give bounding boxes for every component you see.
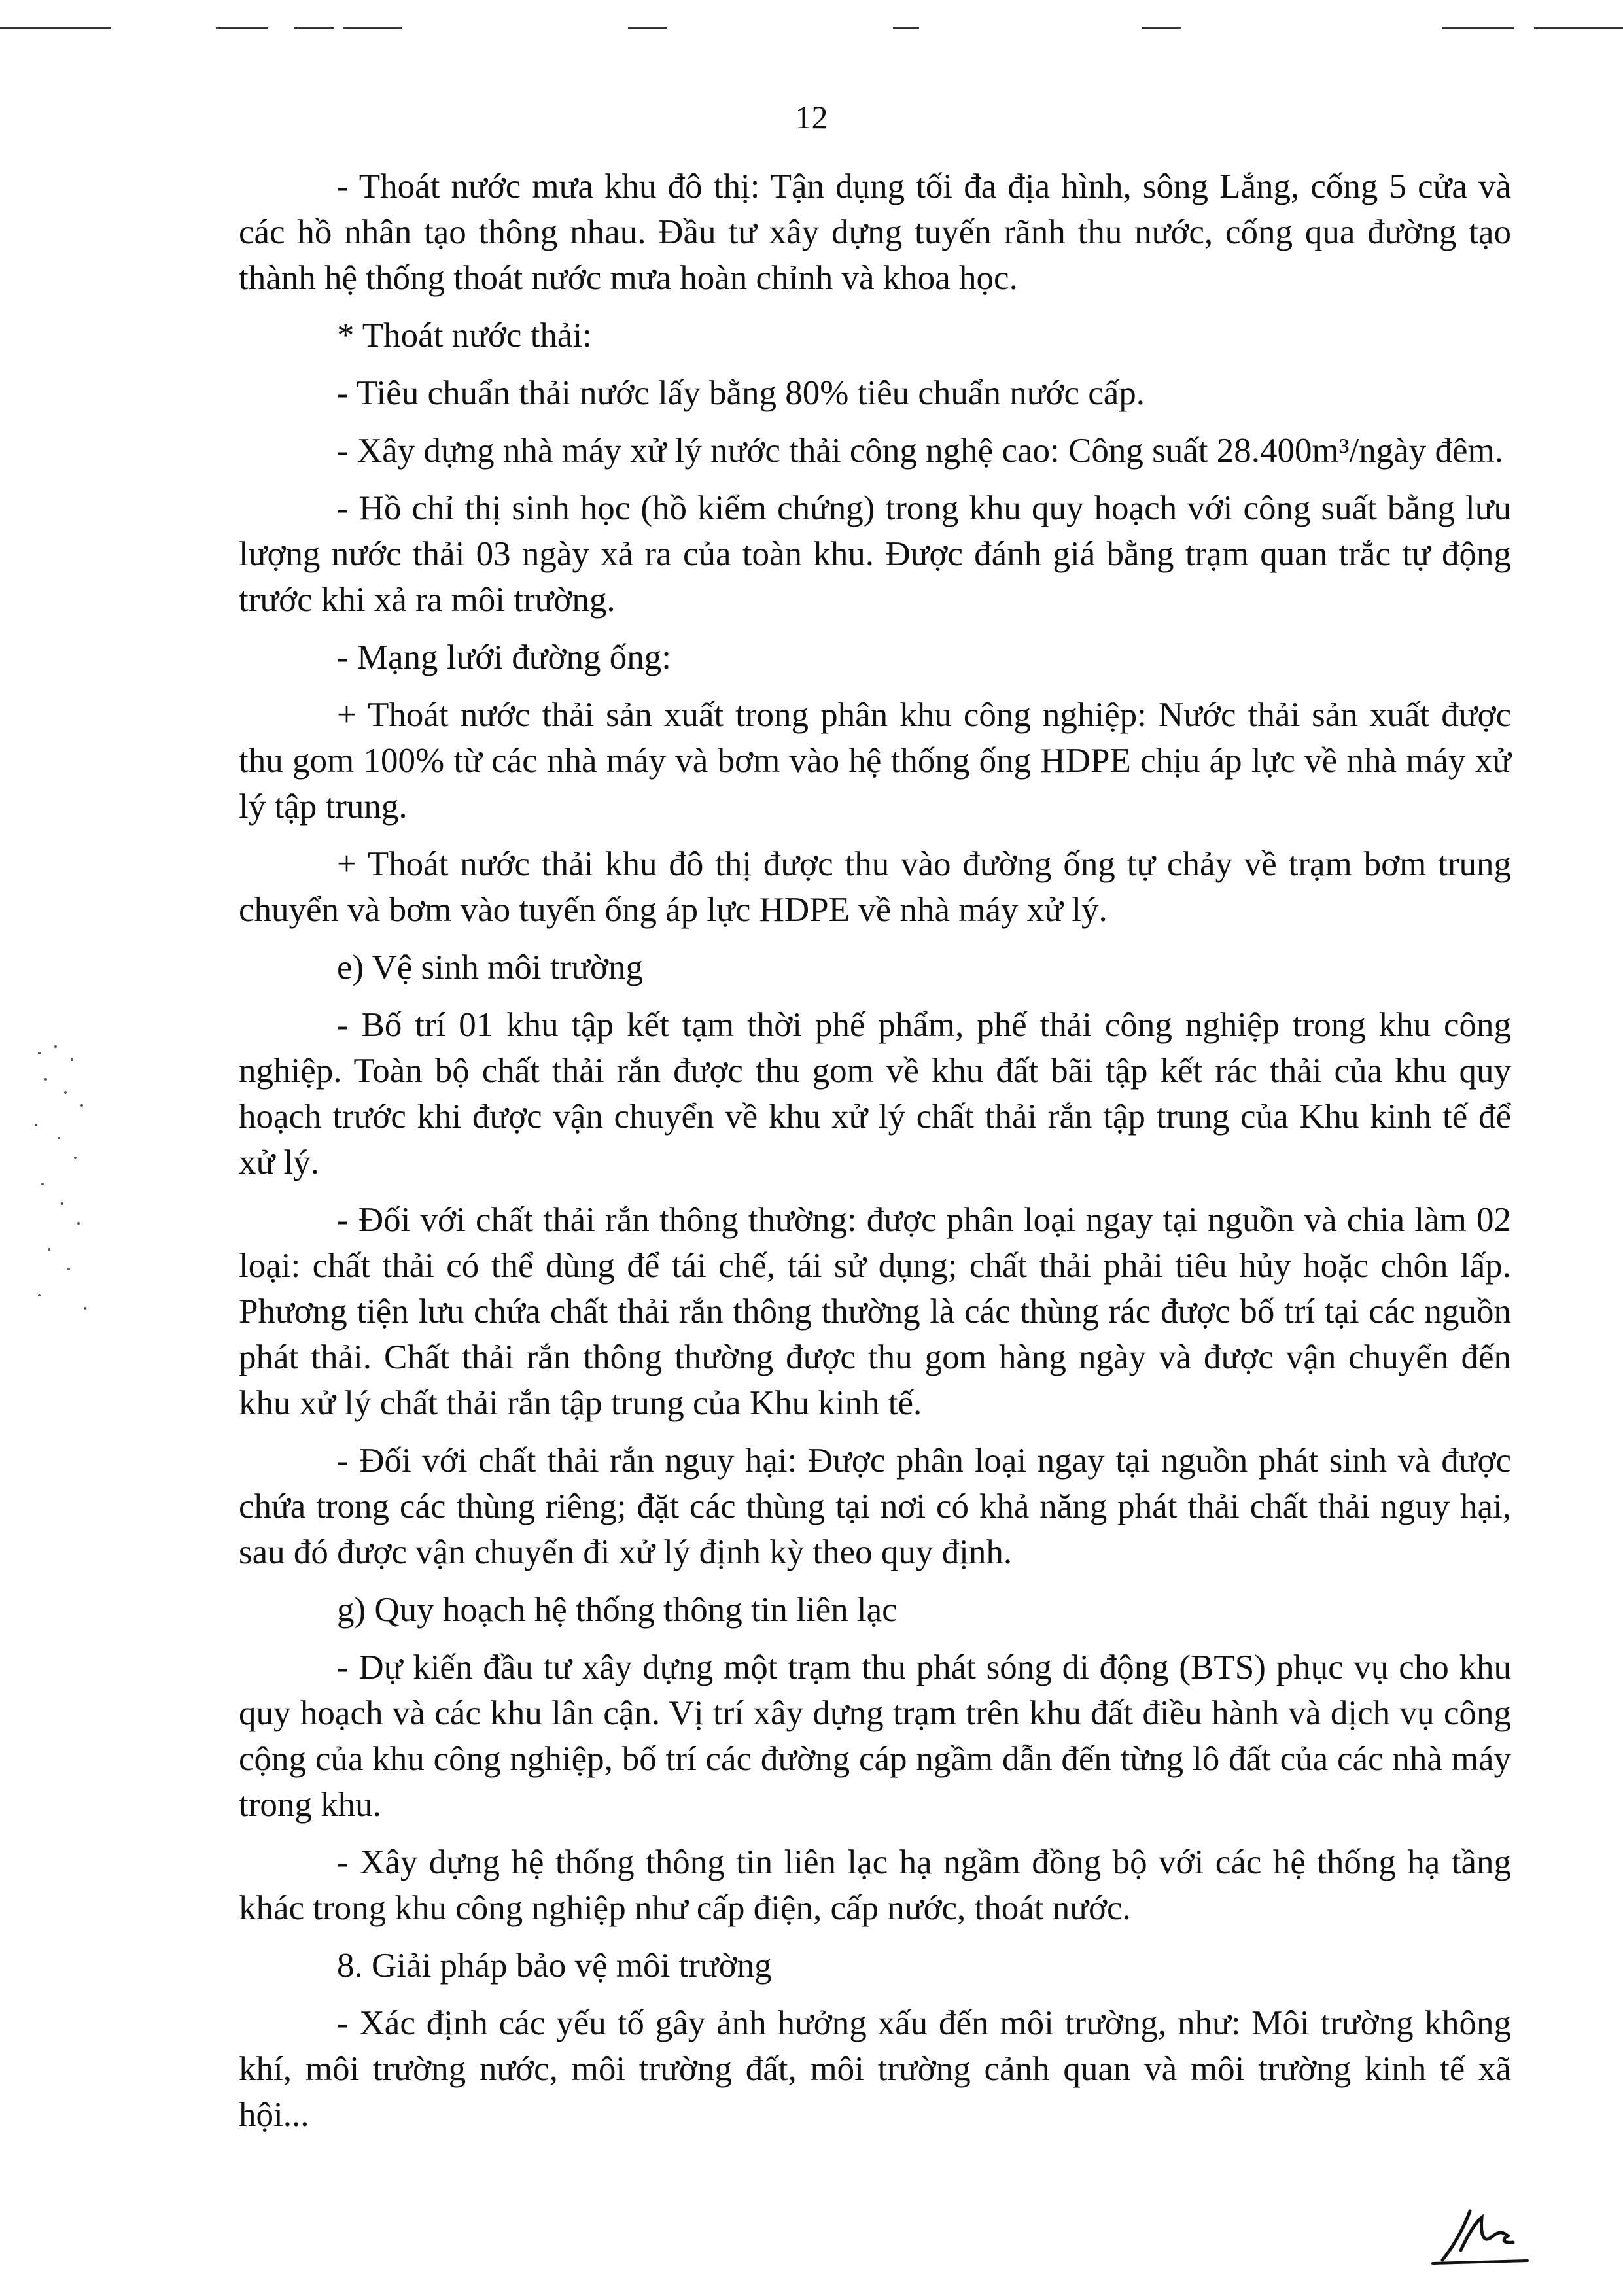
initials-signature (1429, 2198, 1534, 2270)
page-number: 12 (795, 99, 828, 135)
scan-border-line (628, 27, 667, 29)
scan-border-line (216, 27, 268, 29)
paragraph-industrial-wastewater: + Thoát nước thải sản xuất trong phân khu công nghiệp: Nước thải sản xuất được thu gom 100% từ các nhà máy và bơm vào hệ thống ống HDPE chịu áp lực về nhà máy xử lý tập trung. (239, 696, 1511, 826)
section-heading-sanitation: e) Vệ sinh môi trường (337, 948, 643, 986)
paragraph-environmental-factors: - Xác định các yếu tố gây ảnh hưởng xấu đến môi trường, như: Môi trường không khí, môi trường nước, môi trường đất, môi trường cảnh quan và môi trường kinh tế xã hội... (239, 2004, 1511, 2134)
paragraph-ordinary-solid-waste: - Đối với chất thải rắn thông thường: được phân loại ngay tại nguồn và chia làm 02 loại: chất thải có thể dùng để tái chế, tái sử dụng; chất thải phải tiêu hủy hoặc chôn lấp. Phương tiện lưu chứa chất thải rắn thông thường là các thùng rác được bố trí tại các nguồn phát thải. Chất thải rắn thông thường được thu gom hàng ngày và được vận chuyển đến khu xử lý chất thải rắn tập trung của Khu kinh tế. (239, 1201, 1511, 1422)
scan-border-line (0, 27, 111, 29)
paragraph-bio-indicator-lake: - Hồ chỉ thị sinh học (hồ kiểm chứng) trong khu quy hoạch với công suất bằng lưu lượng nước thải 03 ngày xả ra của toàn khu. Được đánh giá bằng trạm quan trắc tự động trước khi xả ra môi trường. (239, 489, 1511, 619)
scan-border-line (294, 27, 334, 29)
scan-border-line (893, 27, 919, 29)
paragraph-waste-collection: - Bố trí 01 khu tập kết tạm thời phế phẩm, phế thải công nghiệp trong khu công nghiệp. Toàn bộ chất thải rắn được thu gom về khu đất bãi tập kết rác thải của khu quy hoạch trước khi được vận chuyển về khu xử lý chất thải rắn tập trung của Khu kinh tế để xử lý. (239, 1006, 1511, 1181)
scan-border-line (343, 27, 402, 29)
paragraph-rainwater-drainage: - Thoát nước mưa khu đô thị: Tận dụng tối đa địa hình, sông Lắng, cống 5 cửa và các hồ nhân tạo thông nhau. Đầu tư xây dựng tuyến rãnh thu nước, cống qua đường tạo thành hệ thống thoát nước mưa hoàn chỉnh và khoa học. (239, 167, 1511, 297)
paragraph-wastewater-standard: - Tiêu chuẩn thải nước lấy bằng 80% tiêu chuẩn nước cấp. (337, 374, 1145, 412)
subheading-wastewater: * Thoát nước thải: (337, 317, 592, 355)
paragraph-treatment-plant: - Xây dựng nhà máy xử lý nước thải công nghệ cao: Công suất 28.400m³/ngày đêm. (337, 432, 1504, 470)
scan-border-line (1442, 27, 1514, 29)
paragraph-bts-station: - Dự kiến đầu tư xây dựng một trạm thu phát sóng di động (BTS) phục vụ cho khu quy hoạch và các khu lân cận. Vị trí xây dựng trạm trên khu đất điều hành và dịch vụ công cộng của khu công nghiệp, bố trí các đường cáp ngầm dẫn đến từng lô đất của các nhà máy trong khu. (239, 1648, 1511, 1824)
paragraph-pipe-network: - Mạng lưới đường ống: (337, 638, 671, 676)
scan-noise-specks (26, 1034, 98, 1321)
document-body (239, 164, 1511, 2149)
section-heading-telecommunications: g) Quy hoạch hệ thống thông tin liên lạc (337, 1591, 898, 1629)
scan-border-line (1534, 27, 1623, 29)
paragraph-hazardous-waste: - Đối với chất thải rắn nguy hại: Được phân loại ngay tại nguồn phát sinh và được chứa trong các thùng riêng; đặt các thùng tại nơi có khả năng phát thải chất thải nguy hại, sau đó được vận chuyển đi xử lý định kỳ theo quy định. (239, 1442, 1511, 1571)
scan-border-line (1142, 27, 1181, 29)
paragraph-urban-wastewater: + Thoát nước thải khu đô thị được thu vào đường ống tự chảy về trạm bơm trung chuyển và bơm vào tuyến ống áp lực HDPE về nhà máy xử lý. (239, 845, 1511, 929)
paragraph-underground-network: - Xây dựng hệ thống thông tin liên lạc hạ ngầm đồng bộ với các hệ thống hạ tầng khác trong khu công nghiệp như cấp điện, cấp nước, thoát nước. (239, 1843, 1511, 1927)
section-heading-environmental-protection: 8. Giải pháp bảo vệ môi trường (337, 1947, 772, 1985)
